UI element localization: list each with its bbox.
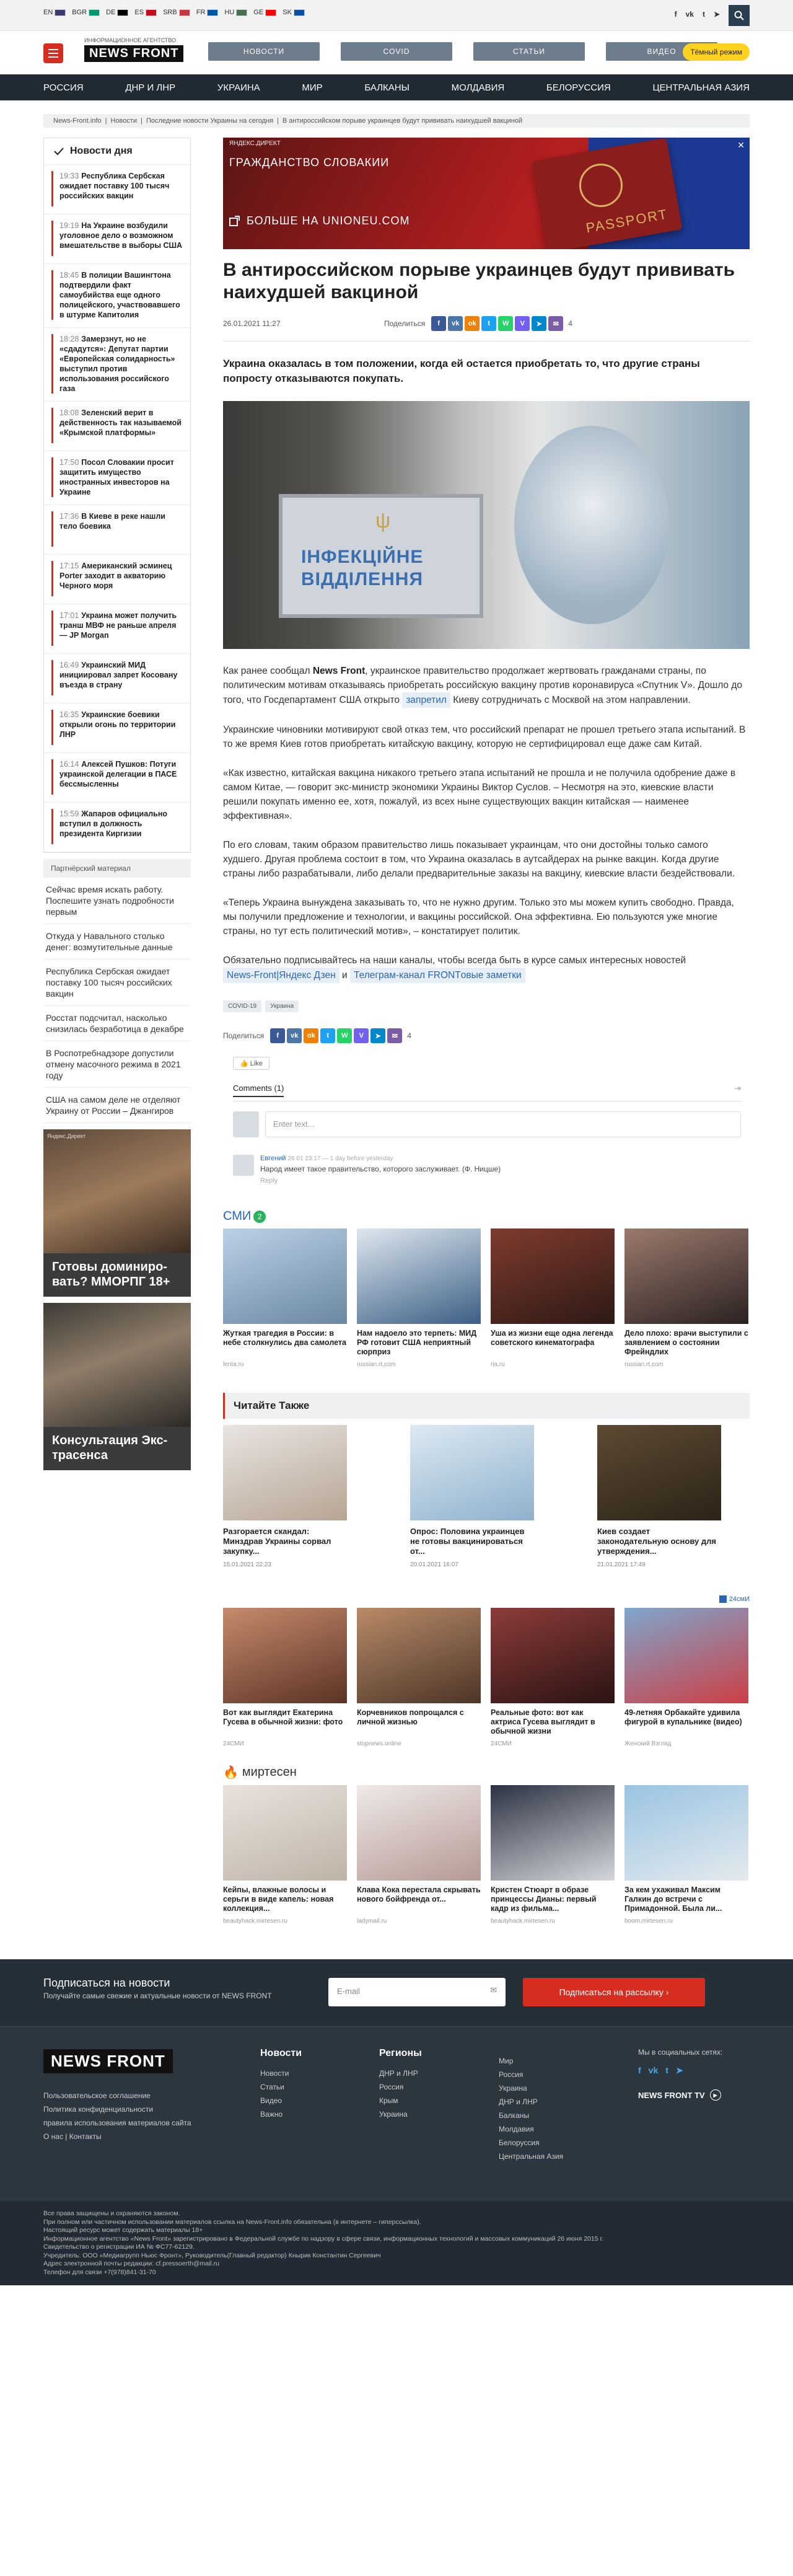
news-item[interactable]	[44, 803, 190, 852]
facebook-icon[interactable]: f	[674, 10, 677, 19]
footer-link[interactable]: Видео	[260, 2096, 283, 2105]
card-image	[597, 1425, 721, 1520]
facebook-icon[interactable]: f	[431, 316, 446, 331]
ok-icon[interactable]: ok	[304, 1028, 318, 1043]
news-item[interactable]	[44, 505, 190, 555]
footer-link[interactable]: О нас | Контакты	[43, 2132, 102, 2141]
news-item[interactable]	[44, 264, 190, 328]
card-image	[357, 1608, 481, 1703]
news-time: 18:45	[59, 271, 79, 280]
whatsapp-icon[interactable]: W	[337, 1028, 352, 1043]
card-source: russian.rt.com	[624, 1361, 664, 1368]
card-image	[624, 1228, 748, 1324]
flag-icon	[89, 9, 100, 16]
card-source: russian.rt.com	[357, 1361, 396, 1368]
trident-icon: ψ	[375, 509, 391, 532]
comments-tab[interactable]: Comments (1)	[233, 1083, 284, 1097]
lang-sk[interactable]: SK	[283, 9, 305, 16]
mirtesen-header: 🔥 миртесен	[223, 1765, 297, 1780]
card-date: 20.01.2021 16:07	[410, 1561, 458, 1568]
search-button[interactable]	[729, 5, 750, 26]
card-image	[223, 1425, 347, 1520]
flag-icon	[236, 9, 247, 16]
check-icon	[54, 147, 64, 156]
news-item[interactable]	[44, 704, 190, 753]
legal-line: Настоящий ресурс может содержать материалы 18+	[43, 2226, 203, 2234]
share-bottom: Поделиться f vk ok t W V ➤ ✉ 4	[223, 1028, 750, 1043]
news-title: Зеленский верит в действенность так называемой «Крымской платформы»	[59, 408, 182, 437]
smi-header: СМИ 2	[223, 1209, 750, 1224]
partner-item[interactable]: Республика Сербская ожидает поставку 100 тысяч российских вакцин	[43, 959, 191, 1006]
footer-news: Новости Новости Статьи Видео Важно	[260, 2048, 302, 2121]
main-nav	[0, 74, 793, 100]
article-tags	[223, 1000, 750, 1012]
lang-bgr[interactable]: BGR	[72, 9, 100, 16]
news-time: 17:50	[59, 458, 79, 467]
partner-item[interactable]: Откуда у Навального столько денег: возмутительные данные	[43, 924, 191, 959]
news-time: 16:14	[59, 760, 79, 769]
sidebar-ad[interactable]: Яндекс.Директ Готовы доминиро-вать? ММОРПГ 18+	[43, 1129, 191, 1297]
vk-icon[interactable]: vk	[287, 1028, 302, 1043]
language-switcher	[43, 9, 305, 16]
close-icon[interactable]: ✕	[737, 140, 745, 150]
flag-icon	[265, 9, 276, 16]
header-button[interactable]: СТАТЬИ	[473, 42, 585, 61]
ok-icon[interactable]: ok	[465, 316, 480, 331]
news-title: Алексей Пушков: Потуги украинской делегации в ПАСЕ бессмысленны	[59, 760, 177, 788]
news-card[interactable]	[624, 1228, 748, 1368]
avatar	[233, 1111, 259, 1137]
card-title: Киев создает законодательную основу для утверждения...	[597, 1527, 716, 1556]
viber-icon[interactable]: V	[515, 316, 530, 331]
read-also-header: Читайте Также	[223, 1393, 750, 1419]
news-title: В полиции Вашингтона подтвердили факт самоубийства еще одного полицейского, участвовавшего в штурме Капитолия	[59, 271, 180, 319]
top-social-links	[675, 10, 720, 19]
24smi-grid	[223, 1608, 750, 1747]
external-link-icon	[229, 216, 240, 227]
sidebar-ad[interactable]: Консультация Экс-трасенса	[43, 1303, 191, 1470]
flag-icon	[117, 9, 128, 16]
article-photo: ψ ІНФЕКЦІЙНЕ ВІДДІЛЕННЯ	[223, 401, 750, 649]
card-source: lenta.ru	[223, 1361, 244, 1368]
subscribe-section: Подписаться на новости Получайте самые свежие и актуальные новости от NEWS FRONT E-mail ✉ Подписаться на рассылку ›	[0, 1959, 793, 2026]
whatsapp-icon[interactable]: W	[498, 316, 513, 331]
news-item[interactable]	[44, 328, 190, 402]
legal-line: Информационное агентство «News Front» зарегистрировано в Федеральной службе по надзору в сфере связи, информационных технологий и массовых коммуникаций 26 июня 2015 г.	[43, 2234, 603, 2243]
news-item[interactable]	[44, 753, 190, 803]
nav-item[interactable]: МИР	[302, 82, 323, 93]
legal-line: При полном или частичном использовании материалов ссылка на News-Front.info обязательна (в интернете – гиперссылка).	[43, 2218, 421, 2226]
share-count: 4	[568, 319, 572, 328]
card-image	[491, 1608, 615, 1703]
partner-item[interactable]: Росстат подсчитал, насколько снизилась безработица в декабре	[43, 1006, 191, 1041]
top-bar	[0, 0, 793, 31]
twitter-icon[interactable]: t	[481, 316, 496, 331]
24smi-label: 24смИ	[223, 1595, 750, 1603]
news-card[interactable]	[491, 1785, 615, 1925]
news-time: 19:19	[59, 221, 79, 230]
news-item[interactable]	[44, 165, 190, 214]
legal-line: Все права защищены и охраняются законом.	[43, 2210, 180, 2217]
card-title: Разгорается скандал: Минздрав Украины сорвал закупку...	[223, 1527, 331, 1556]
header-buttons	[208, 42, 717, 61]
news-title: Республика Сербская ожидает поставку 100 тысяч российских вакцин	[59, 172, 170, 200]
article-lead: Украина оказалась в том положении, когда ей остается приобретать то, что другие страны попросту отказываются покупать.	[223, 358, 700, 384]
footer-link[interactable]: Статьи	[260, 2083, 284, 2091]
footer-regions: Регионы ДНР и ЛНР Россия Крым Украина	[379, 2048, 422, 2121]
lang-en[interactable]: EN	[43, 9, 66, 16]
card-title: Вот как выглядит Екатерина Гусева в обычной жизни: фото	[223, 1708, 343, 1726]
news-time: 15:59	[59, 809, 79, 818]
article-link[interactable]: запретил	[402, 692, 450, 708]
card-source: 24СМИ	[491, 1740, 512, 1747]
footer-link[interactable]: Крым	[379, 2096, 398, 2105]
news-title: На Украине возбудили уголовное дело о возможном вмешательстве в выборы США	[59, 221, 183, 250]
news-time: 17:15	[59, 562, 79, 570]
news-card[interactable]	[624, 1785, 748, 1925]
footer-link[interactable]: Важно	[260, 2110, 283, 2119]
article-title: В антироссийском порыве украинцев будут прививать наихудшей вакциной	[223, 260, 735, 302]
news-item[interactable]	[44, 402, 190, 451]
breadcrumb: News-Front.info | Новости | Последние новости Украины на сегодня | В антироссийском порыве украинцев будут прививать наихудшей вакциной	[43, 114, 750, 128]
nav-item[interactable]: РОССИЯ	[43, 82, 84, 93]
smi-grid	[223, 1228, 750, 1368]
footer	[0, 2026, 793, 2201]
telegram-icon[interactable]: ➤	[713, 10, 720, 19]
tag[interactable]: COVID-19	[223, 1000, 261, 1012]
news-time: 16:49	[59, 661, 79, 669]
card-title: За кем ухаживал Максим Галкин до встречи с Примадонной. Была ли...	[624, 1886, 722, 1913]
tag[interactable]: Украина	[265, 1000, 299, 1012]
footer-regions-2	[499, 2054, 563, 2163]
news-card[interactable]	[410, 1425, 534, 1568]
nav-item[interactable]: БАЛКАНЫ	[364, 82, 410, 93]
telegram-link[interactable]: Телеграм-канал FRONTовые заметки	[350, 968, 525, 983]
news-title: Украинские боевики открыли огонь по территории ЛНР	[59, 710, 176, 739]
card-image	[357, 1228, 481, 1324]
news-item[interactable]	[44, 604, 190, 654]
breadcrumb-item: В антироссийском порыве украинцев будут прививать наихудшей вакциной	[282, 117, 523, 125]
news-time: 17:36	[59, 512, 79, 521]
lang-es[interactable]: ES	[134, 9, 157, 16]
flag-icon	[179, 9, 190, 16]
footer-link[interactable]: Украина	[379, 2110, 408, 2119]
card-image	[223, 1785, 347, 1881]
news-card[interactable]	[357, 1785, 481, 1925]
news-time: 18:08	[59, 408, 79, 417]
news-title: Украина может получить транш МВФ не раньше апреля — JP Morgan	[59, 611, 177, 640]
lang-ge[interactable]: GE	[253, 9, 276, 16]
card-title: Кейпы, влажные волосы и серьги в виде капель: новая коллекция...	[223, 1886, 334, 1913]
lang-fr[interactable]: FR	[196, 9, 219, 16]
login-icon[interactable]: ⇥	[734, 1083, 741, 1093]
legal-line: Адрес электронной почты редакции: cf.pressoerth@mail.ru	[43, 2260, 219, 2267]
footer-social: Мы в социальных сетях: f vk t ➤ NEWS FRONT TV ▶	[638, 2048, 750, 2101]
sidebar	[43, 138, 191, 1925]
top-banner-ad[interactable]: PASSPORT ЯНДЕКС.ДИРЕКТ ГРАЖДАНСТВО СЛОВАКИИ БОЛЬШЕ НА UNIONEU.COM ✕	[223, 138, 750, 249]
news-card[interactable]	[491, 1608, 615, 1747]
footer-link[interactable]: Мир	[499, 2057, 514, 2065]
nav-item[interactable]: ДНР И ЛНР	[125, 82, 176, 93]
comment: Евгений 26 01 23:17 — 1 day before yesterday Народ имеет такое правительство, которого заслуживает. (Ф. Ницше) Reply	[233, 1155, 741, 1184]
flag-icon	[146, 9, 157, 16]
card-image	[223, 1228, 347, 1324]
news-card[interactable]	[624, 1608, 748, 1747]
news-time: 17:01	[59, 611, 79, 620]
article-date: 26.01.2021 11:27	[223, 319, 281, 328]
header-button[interactable]: ВИДЕО	[606, 42, 717, 61]
news-card[interactable]	[223, 1228, 347, 1368]
card-title: Дело плохо: врачи выступили с заявлением о состоянии Фрейндлих	[624, 1329, 748, 1356]
footer-link[interactable]: Пользовательское соглашение	[43, 2091, 151, 2100]
footer-link[interactable]: Россия	[379, 2083, 404, 2091]
nav-item[interactable]: ЦЕНТРАЛЬНАЯ АЗИЯ	[652, 82, 750, 93]
header-button[interactable]: COVID	[341, 42, 452, 61]
footer-links	[43, 2089, 191, 2143]
news-card[interactable]	[491, 1228, 615, 1368]
footer-logo[interactable]: NEWS FRONT	[43, 2049, 173, 2073]
viber-icon[interactable]: V	[354, 1028, 369, 1043]
news-item[interactable]	[44, 555, 190, 604]
play-icon: ▶	[710, 2089, 721, 2101]
news-card[interactable]	[223, 1425, 347, 1568]
like-button[interactable]: 👍 Like	[233, 1057, 269, 1070]
card-title: Кристен Стюарт в образе принцессы Дианы: первый кадр из фильма...	[491, 1886, 597, 1913]
card-source: Женский Взгляд	[624, 1740, 672, 1747]
footer-link[interactable]: Политика конфиденциальности	[43, 2105, 154, 2114]
news-title: Посол Словакии просит защитить имущество иностранных инвесторов на Украине	[59, 458, 174, 496]
news-of-day: Новости дня 19:33 Республика Сербская ожидает поставку 100 тысяч российских вакцин 19:19 На Украине возбудили уголовное дело о возможном вмешательстве в выборы США 18:45 В полиции Вашингтона подтвердили факт самоубийства еще одного полицейского, участвовавшего в штурме Капитолия 18:28 Замерзнут, но не «сдадутся»: Депутат партии «Европейская солидарность» выступил против использования российского газа 18:08 Зеленский верит в действенность так называемой «Крымской платформы» 17:50 Посол Словакии просит защитить имущество иностранных инвесторов на Украине 17:36 В Киеве в реке нашли тело боевика 17:15 Американский эсминец Porter заходит в акваторию Черного моря 17:01 Украина может получить транш МВФ не раньше апреля — JP Morgan 16:49 Украинский МИД инициировал запрет Косовану въезда в страну 16:35 Украинские боевики открыли огонь по территории ЛНР 16:14 Алексей Пушков: Потуги украинской делегации в ПАСЕ бессмысленны 15:59 Жапаров официально вступил в должность президента Киргизии	[43, 138, 191, 853]
legal-line: Свидетельство о регистрации ИА № ФС77-62129.	[43, 2243, 195, 2251]
lang-hu[interactable]: HU	[224, 9, 247, 16]
news-title: Американский эсминец Porter заходит в акваторию Черного моря	[59, 562, 172, 590]
card-image	[624, 1608, 748, 1703]
article-meta: 26.01.2021 11:27 Поделиться f vk ok t W V ➤ ✉ 4	[223, 316, 750, 342]
site-logo[interactable]: ИНФОРМАЦИОННОЕ АГЕНТСТВО NEWS FRONT	[84, 37, 183, 62]
footer-link[interactable]: Украина	[499, 2084, 527, 2093]
twitter-icon[interactable]: t	[702, 10, 705, 19]
nav-item[interactable]: УКРАИНА	[217, 82, 260, 93]
card-image	[410, 1425, 534, 1520]
dark-mode-toggle[interactable]: Тёмный режим	[683, 43, 750, 61]
card-title: Корчевников попрощался с личной жизнью	[357, 1708, 464, 1726]
legal-line: Телефон для связи +7(978)841-31-70	[43, 2268, 156, 2276]
breadcrumb-item[interactable]: Последние новости Украины на сегодня	[146, 117, 274, 125]
partner-item[interactable]: В Роспотребнадзоре допустили отмену масочного режима в 2021 году	[43, 1041, 191, 1088]
footer-link[interactable]: Белоруссия	[499, 2138, 540, 2147]
news-front-tv[interactable]: NEWS FRONT TV ▶	[638, 2089, 750, 2101]
share-buttons	[431, 316, 563, 331]
vk-icon[interactable]: vk	[648, 2065, 659, 2075]
mirtesen-grid	[223, 1785, 750, 1925]
comment-input[interactable]: Enter text...	[265, 1111, 741, 1137]
subscribe-button[interactable]: Подписаться на рассылку ›	[523, 1978, 705, 2006]
card-source: 24СМИ	[223, 1740, 244, 1747]
footer-link[interactable]: ДНР и ЛНР	[499, 2097, 538, 2106]
card-image	[223, 1608, 347, 1703]
card-source: ria.ru	[491, 1361, 505, 1368]
footer-link[interactable]: Молдавия	[499, 2125, 534, 2133]
flag-icon	[207, 9, 218, 16]
card-source: boom.mirtesen.ru	[624, 1918, 673, 1925]
flag-icon	[294, 9, 305, 16]
news-title: Украинский МИД инициировал запрет Косовану въезда в страну	[59, 661, 178, 689]
card-date: 15.01.2021 22:23	[223, 1561, 271, 1568]
card-source: ladymail.ru	[357, 1918, 387, 1925]
card-image	[357, 1785, 481, 1881]
lang-srb[interactable]: SRB	[163, 9, 190, 16]
footer-link[interactable]: Россия	[499, 2070, 524, 2079]
card-title: 49-летняя Орбакайте удивила фигурой в купальнике (видео)	[624, 1708, 742, 1726]
dzen-link[interactable]: News-Front|Яндекс Дзен	[223, 968, 340, 983]
footer-link[interactable]: Новости	[260, 2069, 289, 2078]
header-button[interactable]: НОВОСТИ	[208, 42, 320, 61]
card-title: Опрос: Половина украинцев не готовы вакцинироваться от...	[410, 1527, 525, 1556]
card-source: beautyhack.mirtesen.ru	[491, 1918, 555, 1925]
telegram-icon[interactable]: ➤	[532, 316, 546, 331]
news-item[interactable]	[44, 214, 190, 264]
mail-icon[interactable]: ✉	[548, 316, 563, 331]
read-also-grid	[223, 1425, 750, 1568]
mail-icon: ✉	[490, 1985, 497, 1995]
partner-item[interactable]: США на самом деле не отделяют Украину от России – Джангиров	[43, 1088, 191, 1123]
card-title: Жуткая трагедия в России: в небе столкнулись два самолета	[223, 1329, 346, 1347]
source-link[interactable]: News Front	[312, 666, 366, 676]
comments-section	[233, 1057, 741, 1184]
avatar	[233, 1155, 254, 1176]
menu-button[interactable]	[43, 43, 63, 63]
facebook-icon[interactable]: f	[270, 1028, 285, 1043]
breadcrumb-item[interactable]: News-Front.info	[53, 117, 102, 125]
card-title: Уша из жизни еще одна легенда советского кинематографа	[491, 1329, 613, 1347]
footer-link[interactable]: правила использования материалов сайта	[43, 2119, 191, 2127]
main-content	[223, 138, 750, 1925]
card-title: Реальные фото: вот как актриса Гусева выглядит в обычной жизни	[491, 1708, 595, 1736]
news-item[interactable]	[44, 451, 190, 505]
telegram-icon[interactable]: ➤	[370, 1028, 385, 1043]
news-card[interactable]	[357, 1228, 481, 1368]
flame-icon: 🔥	[223, 1766, 239, 1780]
email-field[interactable]: E-mail ✉	[328, 1978, 506, 2006]
card-image	[491, 1785, 615, 1881]
news-item[interactable]	[44, 654, 190, 704]
vk-icon[interactable]: vk	[448, 316, 463, 331]
news-card[interactable]	[357, 1608, 481, 1747]
breadcrumb-item[interactable]: Новости	[110, 117, 138, 125]
footer-link[interactable]: Центральная Азия	[499, 2152, 564, 2161]
nav-item[interactable]: БЕЛОРУССИЯ	[546, 82, 611, 93]
news-card[interactable]	[597, 1425, 721, 1568]
twitter-icon[interactable]: t	[320, 1028, 335, 1043]
telegram-icon[interactable]: ➤	[675, 2065, 683, 2075]
twitter-icon[interactable]: t	[665, 2065, 668, 2075]
card-image	[624, 1785, 748, 1881]
news-title: В Киеве в реке нашли тело боевика	[59, 512, 165, 531]
facebook-icon[interactable]: f	[638, 2065, 641, 2075]
mail-icon[interactable]: ✉	[387, 1028, 402, 1043]
card-date: 21.01.2021 17:49	[597, 1561, 646, 1568]
news-title: Замерзнут, но не «сдадутся»: Депутат партии «Европейская солидарность» выступил против использования российского газа	[59, 335, 175, 393]
card-source: stopnews.online	[357, 1740, 401, 1747]
vk-icon[interactable]: vk	[685, 10, 694, 19]
article-body: Как ранее сообщал News Front, украинское правительство продолжает жертвовать гражданами страны, по политическим мотивам отказываясь приобретать российскую вакцину против коронавируса «Спутник V». Дошло до того, что Госдепартамент США открыто запретил Киеву сотрудничать с Москвой на этом направлении. Украинские чиновники мотивируют свой отказ тем, что российский препарат не прошел третьего этапа испытаний. В то же время Киев готов приобретать китайскую вакцину, которую не сертифицировал еще даже сам Китай. «Как известно, китайская вакцина никакого третьего этапа испытаний не прошла и не получила одобрение даже в самом Китае, — говорит экс-министр экономики Украины Виктор Суслов. – Несмотря на это, киевские власти решили покупать именно ее, хотя, пожалуй, из всех ныне существующих вакцин китайская — наименее эффективная». По его словам, таким образом правительство лишь показывает украинцам, что они достойны только самого худшего. Другая проблема состоит в том, что Украина оказалась в аутсайдерах на рынке вакцин. Когда другие страны либо разрабатывали, либо делали предварительные заказы на вакцину, киевские власти бездействовали. «Теперь Украина вынуждена заказывать то, что не нужно другим. Только это мы можем купить свободно. Правда, мы получили предложение и технологии, и вакцины российской. Она эффективна. Ею пользуются уже многие страны, но тут есть политический мотив», – констатирует политик. Обязательно подписывайтесь на наши каналы, чтобы всегда быть в курсе самых интересных новостей News-Front|Яндекс Дзен и Телеграм-канал FRONTовые заметки	[223, 664, 750, 983]
card-title: Нам надоело это терпеть: МИД РФ готовит США неприятный сюрприз	[357, 1329, 477, 1356]
legal-line: Учредитель: ООО «Медиагрупп Ньюс Фронт», Руководитель(Главный редактор) Кнырик Константин Сергеевич	[43, 2251, 381, 2259]
search-icon	[734, 11, 744, 20]
reply-button[interactable]: Reply	[260, 1177, 278, 1184]
flag-icon	[55, 9, 66, 16]
news-card[interactable]	[223, 1608, 347, 1747]
card-title: Клава Кока перестала скрывать нового бойфренда от...	[357, 1886, 481, 1903]
partner-item[interactable]: Сейчас время искать работу. Поспешите узнать подробности первым	[43, 878, 191, 924]
nav-item[interactable]: МОЛДАВИЯ	[451, 82, 505, 93]
news-time: 18:28	[59, 335, 79, 343]
header	[0, 31, 793, 74]
news-time: 19:33	[59, 172, 79, 180]
news-time: 16:35	[59, 710, 79, 719]
partner-header: Партнёрский материал	[43, 859, 191, 878]
news-title: Жапаров официально вступил в должность президента Киргизии	[59, 809, 168, 838]
footer-link[interactable]: Балканы	[499, 2111, 529, 2120]
lang-de[interactable]: DE	[106, 9, 128, 16]
card-source: beautyhack.mirtesen.ru	[223, 1918, 287, 1925]
news-card[interactable]	[223, 1785, 347, 1925]
card-image	[491, 1228, 615, 1324]
legal-notice	[0, 2201, 793, 2285]
footer-link[interactable]: ДНР и ЛНР	[379, 2069, 418, 2078]
